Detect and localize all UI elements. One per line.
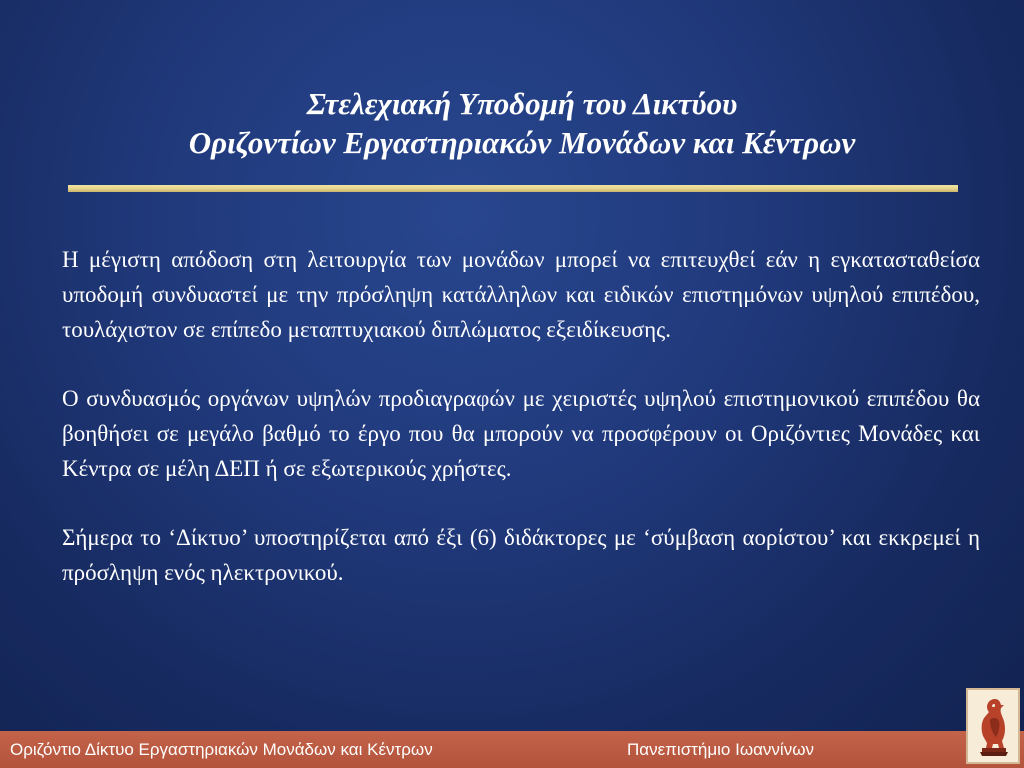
slide-title-line-2: Οριζοντίων Εργαστηριακών Μονάδων και Κέντρων: [188, 125, 856, 160]
body-paragraph-2: Ο συνδυασμός οργάνων υψηλών προδιαγραφών με χειριστές υψηλού επιστημονικού επιπέδου θα βοηθήσει σε μεγάλο βαθμό το έργο που θα μπορούν να προσφέρουν οι Οριζόντιες Μονάδες και Κέντρα σε μέλη ΔΕΠ ή σε εξωτερικούς χρήστες.: [62, 386, 980, 481]
title-divider: [68, 185, 958, 192]
slide-title-line-1: Στελεχιακή Υποδομή του Δικτύου: [306, 86, 738, 121]
slide-body: [62, 242, 980, 624]
owl-emblem-icon: [968, 690, 1018, 762]
footer-network-name: Οριζόντιο Δίκτυο Εργαστηριακών Μονάδων και Κέντρων: [10, 740, 433, 759]
footer-university-name: Πανεπιστήμιο Ιωαννίνων: [627, 740, 814, 759]
footer-bar: [0, 731, 1024, 768]
slide-title: [40, 84, 1004, 162]
body-paragraph-1: Η μέγιστη απόδοση στη λειτουργία των μονάδων μπορεί να επιτευχθεί εάν η εγκατασταθείσα υποδομή συνδυαστεί με την πρόσληψη κατάλληλων και ειδικών επιστημόνων υψηλού επιπέδου, τουλάχιστον σε επίπεδο μεταπτυχιακού διπλώματος εξειδίκευσης.: [62, 247, 980, 342]
body-paragraph-3: Σήμερα το ‘Δίκτυο’ υποστηρίζεται από έξι (6) διδάκτορες με ‘σύμβαση αορίστου’ και εκκρεμεί η πρόσληψη ενός ηλεκτρονικού.: [62, 525, 980, 585]
university-emblem: [966, 688, 1020, 764]
